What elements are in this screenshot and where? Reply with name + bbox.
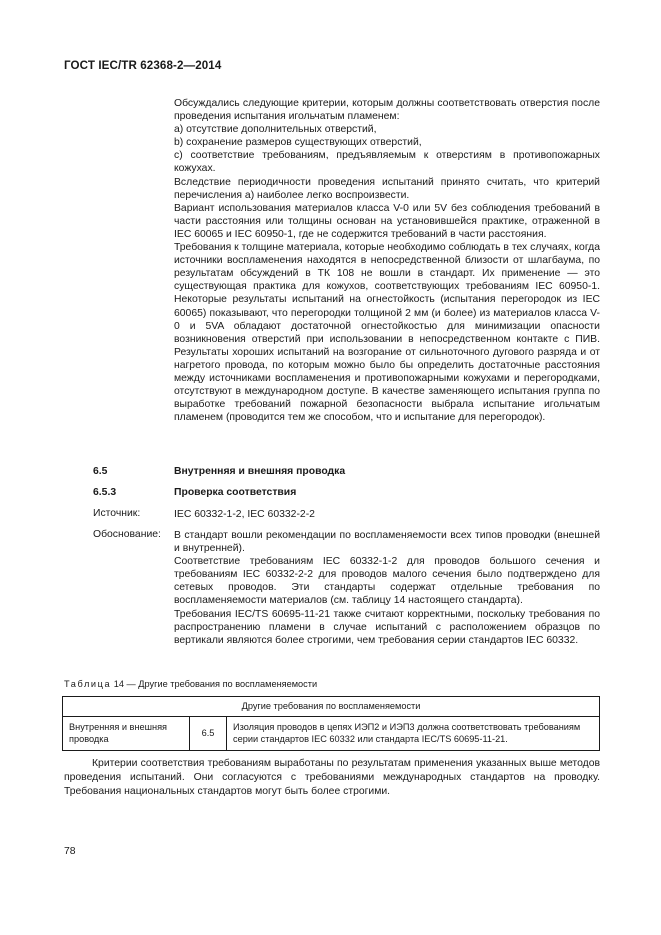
table-header-row — [63, 697, 600, 717]
paragraph: Вследствие периодичности проведения испытаний принято считать, что критерий перечисления a) наиболее легко воспроизвести. — [174, 176, 600, 201]
section-number-6-5: 6.5 — [93, 466, 108, 477]
paragraph: В стандарт вошли рекомендации по воспламеняемости всех типов проводки (внешней и внутренней). — [174, 530, 600, 555]
paragraph: Обсуждались следующие критерии, которым должны соответствовать отверстия после проведения испытания игольчатым пламенем: — [174, 98, 600, 123]
paragraph: Требования к толщине материала, которые необходимо соблюдать в тех случаях, когда источники воспламенения находятся в непосредственной близости от шлагбаума, по результатам обсуждений в ТК 108 не вошли в стандарт. Их применение — это существующая практика для кожухов, соответствующих требованиям IEC 60950-1. Некоторые результаты испытаний на огнестойкость (испытания перегородок из IEC 60065) показывают, что перегородки толщиной 2 мм (и более) из материалов класса V-0 и 5VA обладают достаточной огнестойкостью для минимизации опасности возникновения отверстий при использовании в непосредственном контакте с ПИВ. Результаты хороших испытаний на возгорание от сильноточного дугового разряда и от нагретого провода, по которым можно было бы определить достаточные расстояния между источниками воспламенения и противопожарными кожухами и перегородками, отсутствуют в международном доступе. В качестве заменяющего испытания группа по выработке требований пожарной безопасности выбрала испытание игольчатым пламенем (проводится тем же способом, что и испытание для перегородок). — [174, 242, 600, 424]
table-cell-clause: 6.5 — [190, 717, 227, 751]
source-value: IEC 60332-1-2, IEC 60332-2-2 — [174, 509, 315, 520]
section-title-6-5: Внутренняя и внешняя проводка — [174, 466, 346, 477]
section-number-6-5-3: 6.5.3 — [93, 487, 117, 498]
source-label: Источник: — [93, 508, 141, 519]
page-number: 78 — [64, 846, 76, 857]
paragraph: Вариант использования материалов класса V-0 или 5V без соблюдения требований в части расстояния или толщины основан на установившейся практике, отраженной в IEC 60065 и IEC 60950-1, где не содержится требований в части расстояния. — [174, 202, 600, 240]
table-caption-text: 14 — Другие требования по воспламеняемости — [111, 679, 318, 689]
list-item: c) соответствие требованиям, предъявляемым к отверстиям в противопожарных кожухах. — [174, 150, 600, 175]
paragraph: Критерии соответствия требованиям выработаны по результатам применения указанных выше методов проведения испытаний. Они согласуются с требованиями международных стандартов на проводку. Требования национальных стандартов могут быть более строгими. — [64, 758, 600, 797]
table-cell-name: Внутренняя и внешняя проводка — [63, 717, 190, 751]
section-title-6-5-3: Проверка соответствия — [174, 487, 297, 498]
rationale-label: Обоснование: — [93, 529, 161, 540]
document-header: ГОСТ IEC/TR 62368-2—2014 — [64, 59, 222, 72]
flammability-table — [62, 696, 600, 751]
table-caption-word: Таблица — [64, 679, 112, 689]
table-header-cell: Другие требования по воспламеняемости — [63, 697, 600, 717]
table-cell-requirement: Изоляция проводов в цепях ИЭП2 и ИЭП3 должна соответствовать требованиям серии стандартов IEC 60332 или стандарта IEC/TS 60695-11-21. — [227, 717, 600, 751]
closing-text-block — [64, 757, 600, 799]
table-row — [63, 717, 600, 751]
paragraph: Требования IEC/TS 60695-11-21 также считают корректными, поскольку требования по распространению пламени в случае испытаний с расположением образцов по вертикали являются более строгими, чем требования серии стандартов IEC 60332. — [174, 608, 600, 646]
list-item: a) отсутствие дополнительных отверстий, — [174, 124, 377, 136]
criteria-text-block — [174, 97, 600, 424]
list-item: b) сохранение размеров существующих отверстий, — [174, 137, 422, 149]
rationale-text-block — [174, 529, 600, 647]
table-caption — [64, 679, 317, 689]
paragraph: Соответствие требованиям IEC 60332-1-2 для проводов большого сечения и требованиям IEC 60332-2-2 для проводов малого сечения было подтверждено для сетевых проводов. Эти стандарты содержат отдельные требования по воспламеняемости материалов (см. таблицу 14 настоящего стандарта). — [174, 556, 600, 607]
